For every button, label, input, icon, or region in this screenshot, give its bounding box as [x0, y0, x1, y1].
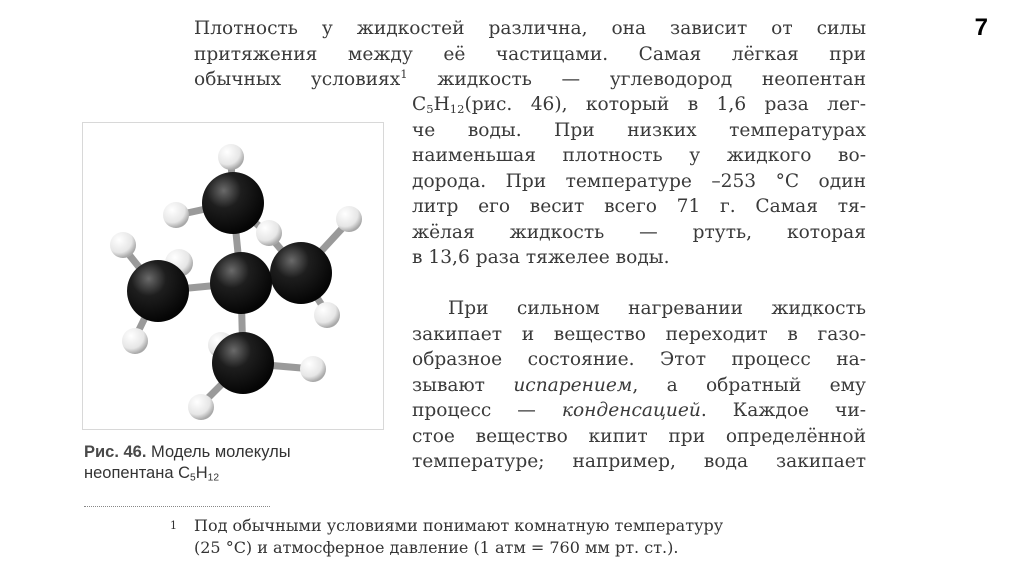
text-line: литр его весит всего 71 г. Самая тя- [412, 196, 866, 217]
formula-subscript: 12 [207, 472, 220, 484]
text-line [194, 67, 866, 93]
text-line: закипает и вещество переходит в газо- [412, 323, 866, 345]
text-line: наименьшая плотность у жидкого во- [412, 145, 866, 166]
hydrogen-atom [110, 232, 136, 258]
paragraph-1-body [412, 92, 866, 271]
hydrogen-atom [218, 144, 244, 170]
text-line [412, 373, 866, 399]
page-number: 7 [974, 14, 988, 41]
text-fragment: , а обратный ему [632, 374, 866, 396]
text-line: Плотность у жидкостей различна, она зависит от силы [194, 18, 866, 39]
hydrogen-atom [300, 356, 326, 382]
footnote-reference: 1 [400, 67, 408, 82]
paragraph-1-top [194, 16, 866, 93]
term-condensation: конденсацией [561, 400, 701, 421]
text-fragment: зывают [412, 374, 514, 396]
hydrogen-atom [256, 220, 282, 246]
text-line: температуре; например, вода закипает [412, 451, 866, 472]
formula-h: H [433, 94, 450, 115]
footnote-divider [84, 506, 270, 507]
text-fragment: жидкость — углеводород неопентан [407, 69, 866, 90]
formula-c: C [412, 94, 427, 115]
caption-text: Модель молекулы [146, 443, 291, 461]
text-line: в 13,6 раза тяжелее воды. [412, 247, 670, 268]
text-line: че воды. При низких температурах [412, 119, 866, 141]
hydrogen-atom [188, 394, 214, 420]
figure-caption [84, 442, 384, 484]
neopentane-model-image [83, 123, 383, 429]
text-line [412, 398, 866, 424]
caption-text: неопентана C [84, 464, 191, 482]
paragraph-2 [412, 296, 866, 475]
text-line: стое вещество кипит при определённой [412, 425, 866, 447]
hydrogen-atom [122, 328, 148, 354]
text-fragment: процесс — [412, 400, 562, 421]
text-line: При сильном нагревании жидкость [448, 298, 866, 319]
term-evaporation: испарением [513, 374, 633, 396]
text-fragment: . Каждое чи- [700, 400, 866, 421]
caption-line [84, 463, 384, 484]
text-fragment: обычных условиях [194, 69, 401, 90]
text-fragment: (рис. 46), который в 1,6 раза лег- [464, 94, 866, 115]
hydrogen-atom [314, 302, 340, 328]
formula-subscript: 5 [426, 101, 434, 116]
text-line: притяжения между её частицами. Самая лёгкая при [194, 43, 866, 65]
carbon-atom [270, 242, 332, 304]
hydrogen-atom [163, 202, 189, 228]
formula-subscript: 5 [190, 472, 196, 484]
formula-subscript: 12 [449, 101, 465, 116]
text-line [412, 92, 866, 118]
formula-h: H [195, 464, 208, 482]
footnote [170, 515, 870, 559]
central-carbon-atom [210, 252, 272, 314]
caption-line [84, 442, 384, 463]
footnote-line: (25 °С) и атмосферное давление (1 атм = 760 мм рт. ст.). [194, 538, 679, 557]
hydrogen-atom [336, 206, 362, 232]
footnote-mark: 1 [170, 519, 177, 532]
footnote-line: Под обычными условиями понимают комнатную температуру [194, 516, 724, 535]
carbon-atom [127, 260, 189, 322]
carbon-atom [202, 172, 264, 234]
molecule-figure [82, 122, 384, 430]
figure-label: Рис. 46. [84, 443, 147, 461]
text-line: образное состояние. Этот процесс на- [412, 349, 866, 370]
text-line: жёлая жидкость — ртуть, которая [412, 221, 866, 243]
text-line: дорода. При температуре –253 °С один [412, 170, 866, 192]
carbon-atom [212, 332, 274, 394]
